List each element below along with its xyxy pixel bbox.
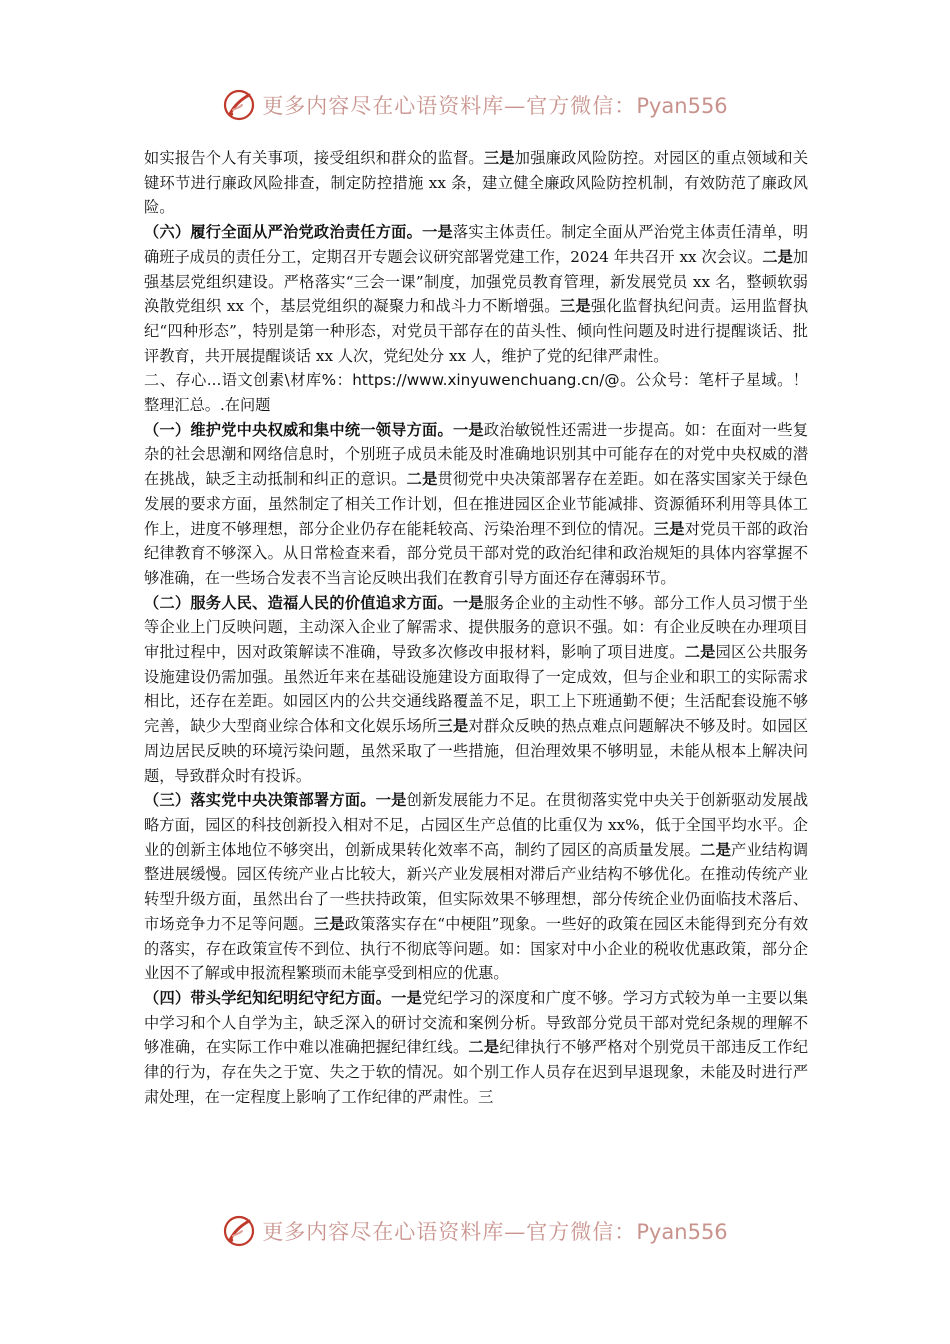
banner-text: 更多内容尽在心语资料库—官方微信：Pyan556 <box>262 1220 728 1244</box>
paragraph: （四）带头学纪知纪明纪守纪方面。一是党纪学习的深度和广度不够。学习方式较为单一主要以集中学习和个人自学为主，缺乏深入的研讨交流和案例分析。导致部分党员干部对党纪条规的理解不够准确，在实际工作中难以准确把握纪律红线。二是纪律执行不够严格对个别党员干部违反工作纪律的行为，存在失之于宽、失之于软的情况。如个别工作人员存在迟到早退现象，未能及时进行严肃处理，在一定程度上影响了工作纪律的严肃性。三 <box>144 988 809 1106</box>
banner-text: 更多内容尽在心语资料库—官方微信：Pyan556 <box>262 94 728 118</box>
paragraph: （三）落实党中央决策部署方面。一是创新发展能力不足。在贯彻落实党中央关于创新驱动发展战略方面，园区的科技创新投入相对不足，占园区生产总值的比重仅为 xx%，低于全国平均水平。企业的创新主体地位不够突出，创新成果转化效率不高，制约了园区的高质量发展。二是产业结构调整进展缓慢。园区传统产业占比较大，新兴产业发展相对滞后产业结构不够优化。在推动传统产业转型升级方面，虽然出台了一些扶持政策，但实际效果不够理想，部分传统企业仍面临技术落后、市场竞争力不足等问题。三是政策落实存在“中梗阻”现象。一些好的政策在园区未能得到充分有效的落实，存在政策宣传不到位、执行不彻底等问题。如：国家对中小企业的税收优惠政策，部分企业因不了解或申报流程繁琐而未能享受到相应的优惠。 <box>144 791 809 983</box>
header-banner <box>0 85 950 125</box>
paragraph: （六）履行全面从严治党政治责任方面。一是落实主体责任。制定全面从严治党主体责任清单，明确班子成员的责任分工，定期召开专题会议研究部署党建工作，2024 年共召开 xx 次会议。二是加强基层党组织建设。严格落实“三会一课”制度，加强党员教育管理，新发展党员 xx 名，整顿软弱涣散党组织 xx 个，基层党组织的凝聚力和战斗力不断增强。三是强化监督执纪问责。运用监督执纪“四种形态”，特别是第一种形态，对党员干部存在的苗头性、倾向性问题及时进行提醒谈话、批评教育，共开展提醒谈话 xx 人次，党纪处分 xx 人，维护了党的纪律严肃性。 <box>144 223 809 365</box>
brush-logo-icon <box>222 88 256 122</box>
section-heading: 二、存心...语文创素\材库%：https://www.xinyuwenchuang.cn/@。公众号：笔杆子星域。！ 整理汇总。.在问题 <box>144 371 808 415</box>
paragraph: （二）服务人民、造福人民的价值追求方面。一是服务企业的主动性不够。部分工作人员习惯于坐等企业上门反映问题，主动深入企业了解需求、提供服务的意识不强。如：有企业反映在办理项目审批过程中，因对政策解读不准确，导致多次修改申报材料，影响了项目进度。二是园区公共服务设施建设仍需加强。虽然近年来在基础设施建设方面取得了一定成效，但与企业和职工的实际需求相比，还存在差距。如园区内的公共交通线路覆盖不足，职工上下班通勤不便；生活配套设施不够完善，缺少大型商业综合体和文化娱乐场所三是对群众反映的热点难点问题解决不够及时。如园区周边居民反映的环境污染问题，虽然采取了一些措施，但治理效果不够明显，未能从根本上解决问题，导致群众时有投诉。 <box>144 593 809 785</box>
footer-banner <box>0 1211 950 1251</box>
brush-logo-icon <box>222 1214 256 1248</box>
paragraph: （一）维护党中央权威和集中统一领导方面。一是政治敏锐性还需进一步提高。如：在面对一些复杂的社会思潮和网络信息时，个别班子成员未能及时准确地识别其中可能存在的对党中央权威的潜在挑战，缺乏主动抵制和纠正的意识。二是贯彻党中央决策部署存在差距。如在落实国家关于绿色发展的要求方面，虽然制定了相关工作计划，但在推进园区企业节能减排、资源循环利用等具体工作上，进度不够理想，部分企业仍存在能耗较高、污染治理不到位的情况。三是对党员干部的政治纪律教育不够深入。从日常检查来看，部分党员干部对党的政治纪律和政治规矩的具体内容掌握不够准确，在一些场合发表不当言论反映出我们在教育引导方面还存在薄弱环节。 <box>144 420 809 587</box>
paragraph: 如实报告个人有关事项，接受组织和群众的监督。三是加强廉政风险防控。对园区的重点领域和关键环节进行廉政风险排查，制定防控措施 xx 条，建立健全廉政风险防控机制，有效防范了廉政风险。 <box>144 149 809 217</box>
document-body <box>144 146 808 1109</box>
